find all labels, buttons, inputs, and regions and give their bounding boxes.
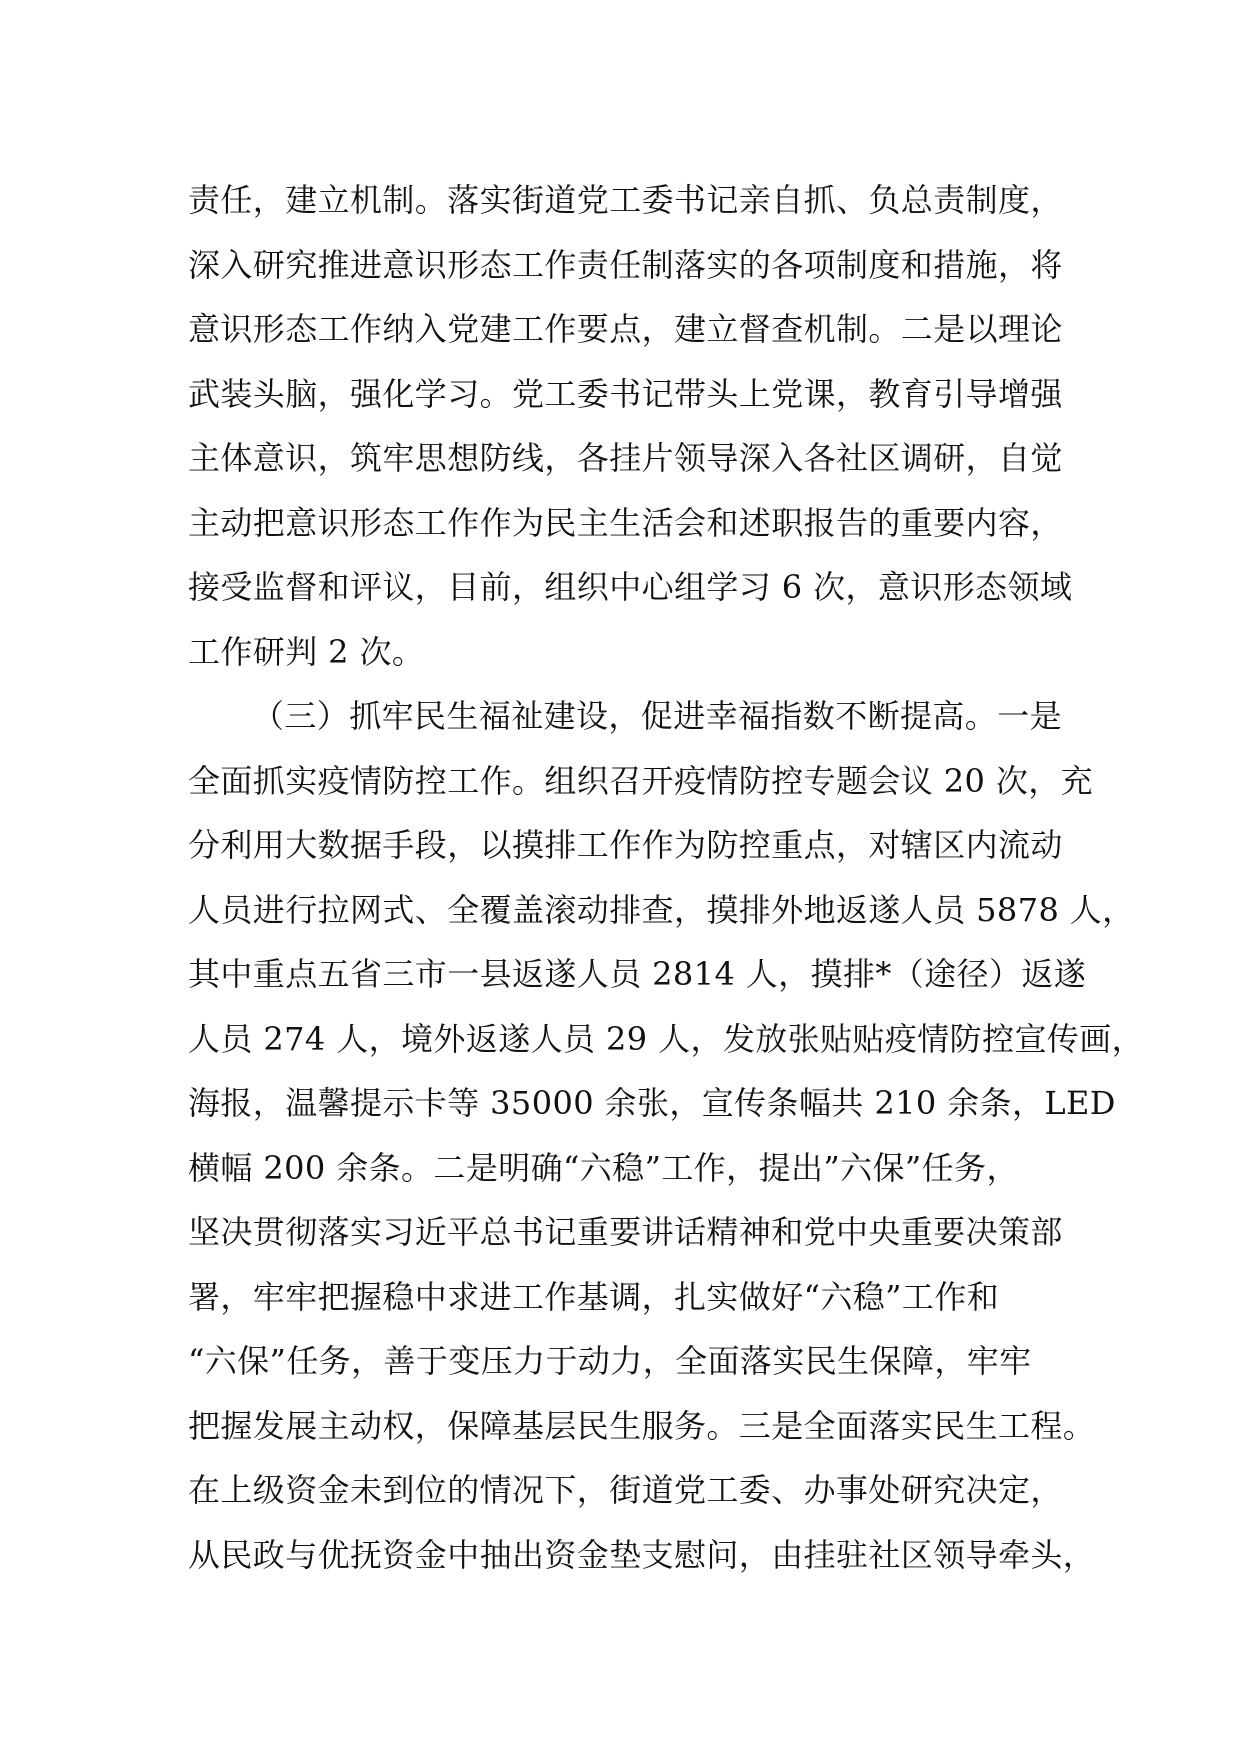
body-text	[188, 168, 1145, 1587]
text-line: 武装头脑，强化学习。党工委书记带头上党课，教育引导增强	[188, 374, 1063, 413]
text-line: 海报，温馨提示卡等 35000 余张，宣传条幅共 210 余条，LED	[188, 1084, 1116, 1122]
section-heading-line: （三）抓牢民生福祉建设，促进幸福指数不断提高。一是	[252, 697, 1063, 735]
text-line: 把握发展主动权，保障基层民生服务。三是全面落实民生工程。	[188, 1406, 1096, 1445]
text-line: 工作研判 2 次。	[188, 632, 425, 671]
text-line: 其中重点五省三市一县返遂人员 2814 人，摸排*（途径）返遂	[188, 955, 1087, 993]
text-line: 署，牢牢把握稳中求进工作基调，扎实做好“六稳”工作和	[188, 1277, 1000, 1316]
text-line: 从民政与优抚资金中抽出资金垫支慰问，由挂驻社区领导牵头，	[188, 1535, 1096, 1574]
text-line: 责任，建立机制。落实街道党工委书记亲自抓、负总责制度，	[188, 181, 1063, 219]
text-line: 在上级资金未到位的情况下，街道党工委、办事处研究决定，	[188, 1471, 1063, 1509]
text-line: 主动把意识形态工作作为民主生活会和述职报告的重要内容，	[188, 503, 1063, 542]
text-line: 主体意识，筑牢思想防线，各挂片领导深入各社区调研，自觉	[188, 439, 1063, 477]
text-line: 接受监督和评议，目前，组织中心组学习 6 次，意识形态领域	[188, 568, 1073, 606]
text-line: 分利用大数据手段，以摸排工作作为防控重点，对辖区内流动	[188, 826, 1063, 864]
text-line: “六保”任务，善于变压力于动力，全面落实民生保障，牢牢	[188, 1342, 1032, 1380]
text-line: 人员进行拉网式、全覆盖滚动排查，摸排外地返遂人员 5878 人，	[188, 890, 1135, 929]
text-line: 意识形态工作纳入党建工作要点，建立督查机制。二是以理论	[188, 310, 1063, 348]
text-line: 人员 274 人，境外返遂人员 29 人，发放张贴贴疫情防控宣传画，	[188, 1019, 1145, 1058]
text-line: 横幅 200 余条。二是明确“六稳”工作，提出”六保”任务，	[188, 1148, 1019, 1187]
text-line: 坚决贯彻落实习近平总书记重要讲话精神和党中央重要决策部	[188, 1213, 1063, 1251]
text-line: 深入研究推进意识形态工作责任制落实的各项制度和措施，将	[188, 245, 1063, 284]
text-line: 全面抓实疫情防控工作。组织召开疫情防控专题会议 20 次，充	[188, 761, 1094, 800]
